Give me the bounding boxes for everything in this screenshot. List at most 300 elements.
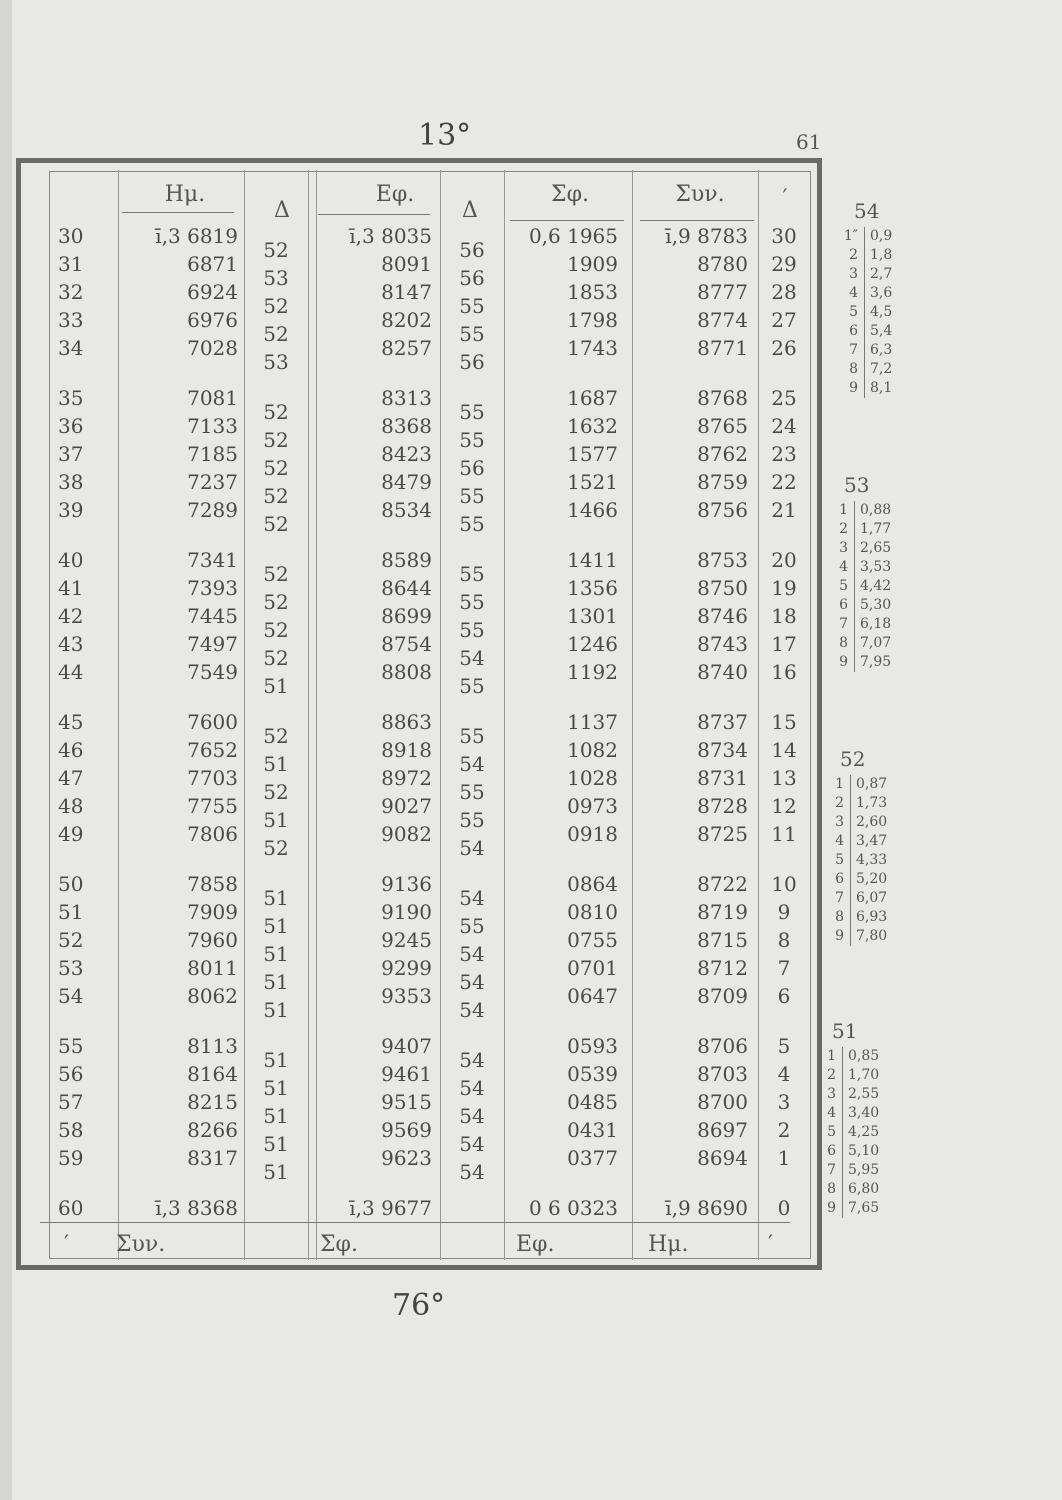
- proportional-parts-value: 2,60: [850, 813, 904, 832]
- group-gap: [760, 686, 808, 708]
- group-gap: [248, 376, 304, 398]
- proportional-parts-row: [814, 1180, 896, 1199]
- header-sin: Ημ.: [164, 182, 206, 207]
- proportional-parts-key: 6: [835, 871, 844, 887]
- minute-left-cell: 46: [58, 738, 84, 762]
- cos-cell: 8725: [697, 822, 748, 846]
- degree-heading-top: 13°: [418, 118, 472, 153]
- proportional-parts-value: 2,65: [854, 539, 908, 558]
- proportional-parts-value: 3,53: [854, 558, 908, 577]
- delta2-cell: 54: [459, 1048, 485, 1072]
- group-gap: [58, 1010, 108, 1032]
- delta1-cell: 52: [263, 590, 289, 614]
- delta1-cell: 53: [263, 266, 289, 290]
- footer-tan: Εφ.: [516, 1232, 555, 1257]
- cos-cell: 8753: [697, 548, 748, 572]
- sin-cell: 7703: [187, 766, 238, 790]
- proportional-parts-key: 1: [827, 1048, 836, 1064]
- proportional-parts-row: [826, 520, 908, 539]
- proportional-parts-key: 2: [849, 247, 858, 263]
- proportional-parts-table: [826, 473, 908, 672]
- proportional-parts-row: [836, 227, 918, 246]
- proportional-parts-value: 4,42: [854, 577, 908, 596]
- proportional-parts-title: 52: [840, 747, 866, 771]
- tan-cell: 8147: [381, 280, 432, 304]
- minute-right-cell: 26: [771, 336, 797, 360]
- proportional-parts-title: 54: [854, 199, 880, 223]
- proportional-parts-row: [836, 322, 918, 341]
- minute-left-cell: 55: [58, 1034, 84, 1058]
- proportional-parts-key: 8: [849, 361, 858, 377]
- group-gap: [444, 376, 500, 398]
- cos-cell: 8771: [697, 336, 748, 360]
- delta2-cell: 55: [459, 512, 485, 536]
- delta1-cell: 52: [263, 294, 289, 318]
- header-cos: Συν.: [675, 182, 725, 207]
- proportional-parts-key: 8: [835, 909, 844, 925]
- cos-cell: 8777: [697, 280, 748, 304]
- delta1-cell: 51: [263, 886, 289, 910]
- sin-cell: 7133: [187, 414, 238, 438]
- tan-cell: 8589: [381, 548, 432, 572]
- minute-left-cell: 39: [58, 498, 84, 522]
- proportional-parts-title: 53: [844, 473, 870, 497]
- group-gap: [248, 862, 304, 884]
- minute-right-cell: 0: [777, 1196, 791, 1220]
- proportional-parts-key: 8: [839, 635, 848, 651]
- delta1-cell: 52: [263, 428, 289, 452]
- proportional-parts-key: 3: [849, 266, 858, 282]
- delta2-cell: 55: [459, 914, 485, 938]
- proportional-parts-key: 3: [839, 540, 848, 556]
- proportional-parts-key: 9: [849, 380, 858, 396]
- minute-right-cell: 4: [777, 1062, 791, 1086]
- tan-cell: 9515: [381, 1090, 432, 1114]
- delta2-cell: 55: [459, 590, 485, 614]
- sin-cell: 8215: [187, 1090, 238, 1114]
- proportional-parts-key: 4: [827, 1105, 836, 1121]
- group-gap: [500, 1172, 618, 1194]
- delta2-cell: 54: [459, 1076, 485, 1100]
- delta2-cell: 55: [459, 294, 485, 318]
- cot-cell: 1082: [567, 738, 618, 762]
- minute-right-cell: 28: [771, 280, 797, 304]
- proportional-parts-value: 1,8: [864, 246, 918, 265]
- group-gap: [314, 848, 432, 870]
- minute-left-cell: 51: [58, 900, 84, 924]
- sin-cell: ī,3 8368: [155, 1196, 238, 1220]
- cos-cell: 8765: [697, 414, 748, 438]
- cos-cell: 8780: [697, 252, 748, 276]
- proportional-parts-key: 3: [835, 814, 844, 830]
- delta2-cell: 54: [459, 836, 485, 860]
- delta1-cell: 51: [263, 942, 289, 966]
- tan-cell: 8972: [381, 766, 432, 790]
- sin-cell: 7909: [187, 900, 238, 924]
- sin-cell: 6871: [187, 252, 238, 276]
- minute-right-cell: 30: [771, 224, 797, 248]
- cot-cell: 1137: [567, 710, 618, 734]
- cos-cell: 8719: [697, 900, 748, 924]
- minute-left-cell: 41: [58, 576, 84, 600]
- minute-right-cell: 24: [771, 414, 797, 438]
- group-gap: [760, 1172, 808, 1194]
- tan-cell: 8808: [381, 660, 432, 684]
- group-gap: [104, 524, 238, 546]
- minute-right-cell: 7: [777, 956, 791, 980]
- delta2-cell: 55: [459, 674, 485, 698]
- delta1-cell: 51: [263, 998, 289, 1022]
- tan-cell: 9136: [381, 872, 432, 896]
- delta2-cell: 54: [459, 646, 485, 670]
- delta2-cell: 56: [459, 350, 485, 374]
- cot-cell: 0485: [567, 1090, 618, 1114]
- tan-cell: 8091: [381, 252, 432, 276]
- proportional-parts-row: [814, 1123, 896, 1142]
- proportional-parts-key: 1″: [843, 228, 858, 244]
- sin-cell: 7237: [187, 470, 238, 494]
- cot-cell: 0,6 1965: [528, 224, 618, 248]
- cot-cell: 0431: [567, 1118, 618, 1142]
- cos-cell: 8746: [697, 604, 748, 628]
- minute-left-cell: 30: [58, 224, 84, 248]
- minute-left-cell: 52: [58, 928, 84, 952]
- minute-left-cell: 44: [58, 660, 84, 684]
- proportional-parts-key: 9: [839, 654, 848, 670]
- proportional-parts-row: [836, 284, 918, 303]
- cot-cell: 0593: [567, 1034, 618, 1058]
- minute-right-cell: 14: [771, 738, 797, 762]
- minute-left-cell: 50: [58, 872, 84, 896]
- group-gap: [500, 362, 618, 384]
- column-rule: [440, 170, 441, 1260]
- sin-cell: 7341: [187, 548, 238, 572]
- proportional-parts-row: [836, 379, 918, 398]
- proportional-parts-key: 2: [835, 795, 844, 811]
- delta2-cell: 54: [459, 970, 485, 994]
- cot-cell: 1743: [567, 336, 618, 360]
- tan-cell: 9407: [381, 1034, 432, 1058]
- delta2-cell: 55: [459, 618, 485, 642]
- minute-left-cell: 38: [58, 470, 84, 494]
- tan-cell: 9569: [381, 1118, 432, 1142]
- delta2-cell: 56: [459, 456, 485, 480]
- cot-cell: 1632: [567, 414, 618, 438]
- cot-cell: 1246: [567, 632, 618, 656]
- group-gap: [444, 862, 500, 884]
- delta1-cell: 52: [263, 646, 289, 670]
- delta1-cell: 52: [263, 724, 289, 748]
- proportional-parts-value: 0,9: [864, 227, 918, 246]
- proportional-parts-value: 1,73: [850, 794, 904, 813]
- cot-cell: 1301: [567, 604, 618, 628]
- delta2-cell: 55: [459, 428, 485, 452]
- group-gap: [444, 1024, 500, 1046]
- minute-left-cell: 59: [58, 1146, 84, 1170]
- group-gap: [620, 524, 748, 546]
- proportional-parts-key: 2: [839, 521, 848, 537]
- proportional-parts-value: 6,3: [864, 341, 918, 360]
- minute-right-cell: 20: [771, 548, 797, 572]
- group-gap: [620, 686, 748, 708]
- minute-right-cell: 27: [771, 308, 797, 332]
- proportional-parts-value: 5,30: [854, 596, 908, 615]
- sin-cell: 7028: [187, 336, 238, 360]
- proportional-parts-table: [814, 1019, 896, 1218]
- cos-cell: 8740: [697, 660, 748, 684]
- footer-minute-right: ′: [768, 1232, 773, 1257]
- cot-cell: 1853: [567, 280, 618, 304]
- delta1-cell: 52: [263, 512, 289, 536]
- delta1-cell: 52: [263, 456, 289, 480]
- tan-cell: 9190: [381, 900, 432, 924]
- minute-left-cell: 53: [58, 956, 84, 980]
- cos-cell: 8737: [697, 710, 748, 734]
- column-minutes-left: [58, 222, 108, 1222]
- tan-cell: ī,3 8035: [349, 224, 432, 248]
- delta2-cell: 54: [459, 886, 485, 910]
- header-tan: Εφ.: [375, 182, 415, 207]
- sin-cell: 8164: [187, 1062, 238, 1086]
- proportional-parts-value: 0,85: [842, 1047, 896, 1066]
- footer-sin: Ημ.: [648, 1232, 689, 1257]
- tan-cell: 8313: [381, 386, 432, 410]
- sin-cell: 7289: [187, 498, 238, 522]
- delta1-cell: 51: [263, 1104, 289, 1128]
- minute-left-cell: 37: [58, 442, 84, 466]
- column-tan: [314, 222, 432, 1222]
- proportional-parts-value: 7,80: [850, 927, 904, 946]
- delta1-cell: 53: [263, 350, 289, 374]
- cot-cell: 0755: [567, 928, 618, 952]
- cos-cell: 8728: [697, 794, 748, 818]
- sin-cell: 7755: [187, 794, 238, 818]
- sin-cell: 6924: [187, 280, 238, 304]
- footer-cos: Συν.: [116, 1232, 166, 1257]
- sin-cell: 8266: [187, 1118, 238, 1142]
- rule: [510, 220, 624, 221]
- proportional-parts-key: 3: [827, 1086, 836, 1102]
- proportional-parts-value: 3,6: [864, 284, 918, 303]
- column-sin: [104, 222, 238, 1222]
- group-gap: [104, 1010, 238, 1032]
- proportional-parts-key: 4: [835, 833, 844, 849]
- minute-left-cell: 49: [58, 822, 84, 846]
- proportional-parts-key: 8: [827, 1181, 836, 1197]
- header-minute-right: ′: [782, 186, 788, 211]
- minute-right-cell: 5: [777, 1034, 791, 1058]
- proportional-parts-key: 9: [835, 928, 844, 944]
- proportional-parts-value: 5,95: [842, 1161, 896, 1180]
- proportional-parts-table: [836, 199, 918, 398]
- sin-cell: 7185: [187, 442, 238, 466]
- proportional-parts-key: 5: [839, 578, 848, 594]
- minute-right-cell: 6: [777, 984, 791, 1008]
- proportional-parts-row: [826, 596, 908, 615]
- cot-cell: 0647: [567, 984, 618, 1008]
- delta1-cell: 51: [263, 1160, 289, 1184]
- proportional-parts-key: 9: [827, 1200, 836, 1216]
- tan-cell: 8479: [381, 470, 432, 494]
- proportional-parts-key: 1: [835, 776, 844, 792]
- group-gap: [248, 700, 304, 722]
- rule: [122, 212, 234, 213]
- group-gap: [620, 1172, 748, 1194]
- delta2-cell: 56: [459, 266, 485, 290]
- sin-cell: 6976: [187, 308, 238, 332]
- proportional-parts-row: [836, 303, 918, 322]
- cos-cell: 8774: [697, 308, 748, 332]
- sin-cell: 8011: [187, 956, 238, 980]
- cot-cell: 1192: [567, 660, 618, 684]
- proportional-parts-value: 7,2: [864, 360, 918, 379]
- proportional-parts-key: 2: [827, 1067, 836, 1083]
- cos-cell: 8759: [697, 470, 748, 494]
- proportional-parts-row: [836, 246, 918, 265]
- tan-cell: 9027: [381, 794, 432, 818]
- delta2-cell: 54: [459, 752, 485, 776]
- tan-cell: 8863: [381, 710, 432, 734]
- group-gap: [620, 848, 748, 870]
- cos-cell: 8703: [697, 1062, 748, 1086]
- proportional-parts-value: 8,1: [864, 379, 918, 398]
- minute-right-cell: 21: [771, 498, 797, 522]
- proportional-parts-key: 1: [839, 502, 848, 518]
- tan-cell: ī,3 9677: [349, 1196, 432, 1220]
- tan-cell: 8423: [381, 442, 432, 466]
- group-gap: [620, 1010, 748, 1032]
- delta2-cell: 54: [459, 1132, 485, 1156]
- minute-right-cell: 22: [771, 470, 797, 494]
- cot-cell: 0 6 0323: [528, 1196, 618, 1220]
- proportional-parts-value: 6,07: [850, 889, 904, 908]
- minute-right-cell: 3: [777, 1090, 791, 1114]
- cot-cell: 0810: [567, 900, 618, 924]
- cos-cell: 8722: [697, 872, 748, 896]
- proportional-parts-key: 7: [835, 890, 844, 906]
- sin-cell: 7858: [187, 872, 238, 896]
- group-gap: [760, 848, 808, 870]
- proportional-parts-row: [822, 908, 904, 927]
- sin-cell: 8317: [187, 1146, 238, 1170]
- delta2-cell: 54: [459, 942, 485, 966]
- delta2-cell: 56: [459, 238, 485, 262]
- sin-cell: 8113: [187, 1034, 238, 1058]
- group-gap: [760, 1010, 808, 1032]
- group-gap: [314, 524, 432, 546]
- proportional-parts-row: [814, 1066, 896, 1085]
- delta1-cell: 51: [263, 914, 289, 938]
- group-gap: [760, 524, 808, 546]
- delta2-cell: 54: [459, 1160, 485, 1184]
- proportional-parts-row: [822, 889, 904, 908]
- proportional-parts-row: [822, 870, 904, 889]
- cos-cell: 8694: [697, 1146, 748, 1170]
- tan-cell: 8754: [381, 632, 432, 656]
- delta2-cell: 55: [459, 322, 485, 346]
- proportional-parts-value: 5,4: [864, 322, 918, 341]
- cot-cell: 1687: [567, 386, 618, 410]
- cot-cell: 1521: [567, 470, 618, 494]
- proportional-parts-row: [814, 1199, 896, 1218]
- cos-cell: 8706: [697, 1034, 748, 1058]
- cos-cell: 8709: [697, 984, 748, 1008]
- proportional-parts-row: [836, 360, 918, 379]
- proportional-parts-row: [822, 775, 904, 794]
- proportional-parts-row: [814, 1047, 896, 1066]
- proportional-parts-title: 51: [832, 1019, 858, 1043]
- header-delta1: Δ: [274, 198, 290, 223]
- proportional-parts-key: 7: [827, 1162, 836, 1178]
- tan-cell: 8257: [381, 336, 432, 360]
- minute-left-cell: 58: [58, 1118, 84, 1142]
- cot-cell: 0918: [567, 822, 618, 846]
- proportional-parts-row: [822, 794, 904, 813]
- delta2-cell: 55: [459, 400, 485, 424]
- proportional-parts-row: [826, 539, 908, 558]
- group-gap: [500, 686, 618, 708]
- proportional-parts-value: 7,65: [842, 1199, 896, 1218]
- proportional-parts-value: 0,87: [850, 775, 904, 794]
- minute-right-cell: 8: [777, 928, 791, 952]
- minute-left-cell: 57: [58, 1090, 84, 1114]
- proportional-parts-key: 6: [827, 1143, 836, 1159]
- proportional-parts-value: 1,70: [842, 1066, 896, 1085]
- proportional-parts-value: 6,93: [850, 908, 904, 927]
- cot-cell: 1798: [567, 308, 618, 332]
- proportional-parts-key: 5: [827, 1124, 836, 1140]
- tan-cell: 8534: [381, 498, 432, 522]
- cot-cell: 0539: [567, 1062, 618, 1086]
- delta1-cell: 52: [263, 484, 289, 508]
- proportional-parts-key: 4: [849, 285, 858, 301]
- proportional-parts-row: [826, 634, 908, 653]
- cos-cell: 8743: [697, 632, 748, 656]
- cot-cell: 0864: [567, 872, 618, 896]
- delta1-cell: 52: [263, 562, 289, 586]
- cot-cell: 1028: [567, 766, 618, 790]
- minute-left-cell: 56: [58, 1062, 84, 1086]
- delta1-cell: 51: [263, 674, 289, 698]
- cos-cell: 8750: [697, 576, 748, 600]
- group-gap: [314, 362, 432, 384]
- cot-cell: 1577: [567, 442, 618, 466]
- sin-cell: 7393: [187, 576, 238, 600]
- proportional-parts-value: 0,88: [854, 501, 908, 520]
- delta1-cell: 52: [263, 780, 289, 804]
- minute-right-cell: 9: [777, 900, 791, 924]
- minute-right-cell: 29: [771, 252, 797, 276]
- tan-cell: 8699: [381, 604, 432, 628]
- group-gap: [444, 700, 500, 722]
- footer-cot: Σφ.: [320, 1232, 358, 1257]
- group-gap: [58, 686, 108, 708]
- sin-cell: 7497: [187, 632, 238, 656]
- cos-cell: ī,9 8783: [665, 224, 748, 248]
- proportional-parts-table: [822, 747, 904, 946]
- delta2-cell: 54: [459, 998, 485, 1022]
- proportional-parts-key: 7: [839, 616, 848, 632]
- tan-cell: 9461: [381, 1062, 432, 1086]
- proportional-parts-key: 4: [839, 559, 848, 575]
- group-gap: [500, 1010, 618, 1032]
- degree-heading-bottom: 76°: [392, 1288, 446, 1323]
- minute-left-cell: 60: [58, 1196, 84, 1220]
- proportional-parts-value: 7,07: [854, 634, 908, 653]
- minute-left-cell: 35: [58, 386, 84, 410]
- proportional-parts-row: [826, 558, 908, 577]
- minute-right-cell: 1: [777, 1146, 791, 1170]
